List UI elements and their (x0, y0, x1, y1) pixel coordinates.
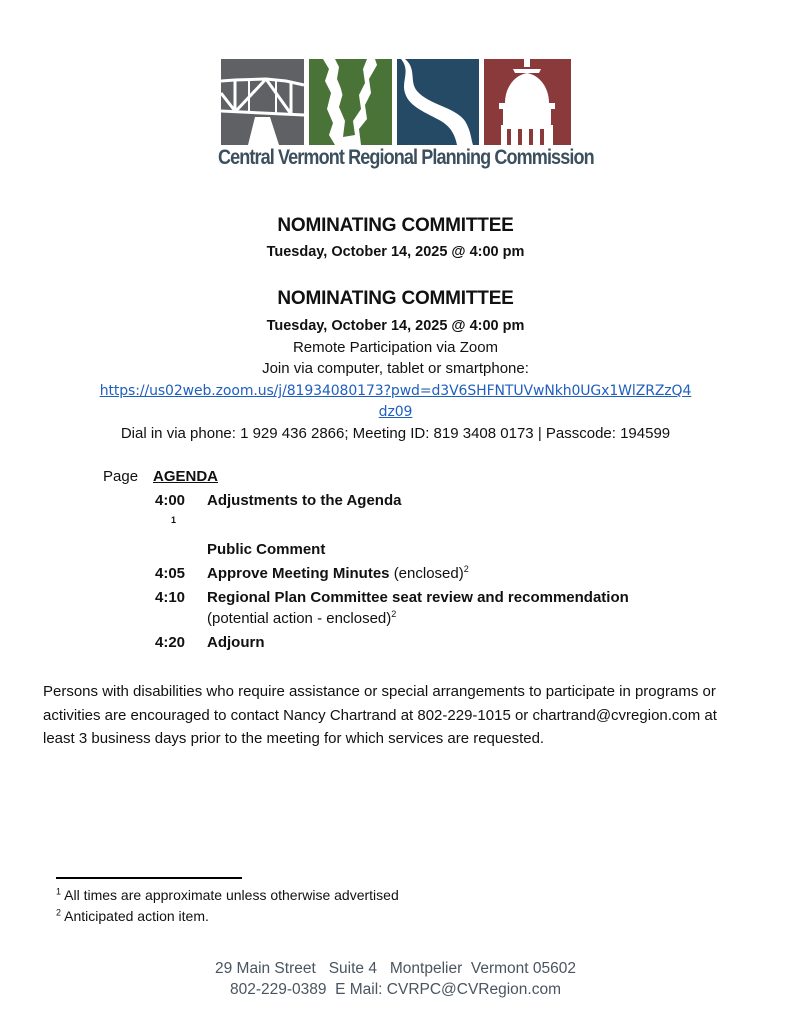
footnote-number: 2 (56, 907, 62, 918)
footer-address: 29 Main Street Suite 4 Montpelier Vermont 05602 (214, 960, 576, 977)
capitol-dome-icon (484, 59, 571, 145)
agenda-item-title: Adjourn (207, 634, 265, 651)
meeting-date-repeat: Tuesday, October 14, 2025 @ 4:00 pm (266, 318, 525, 334)
footnote-divider (56, 877, 242, 879)
agenda-time: 4:10 (155, 589, 186, 606)
agenda-time: 4:20 (155, 634, 186, 651)
cvrpc-logo (221, 59, 571, 145)
agenda-item-title: Approve Meeting Minutes (207, 565, 390, 582)
bridge-icon (221, 59, 304, 145)
dial-in-info: Dial in via phone: 1 929 436 2866; Meeting ID: 819 3408 0173 | Passcode: 194599 (120, 425, 671, 442)
river-icon (397, 59, 479, 145)
agenda-heading: AGENDA (153, 468, 219, 485)
accessibility-notice: Persons with disabilities who require assistance or special arrangements to participate in programs or activities are encouraged to contact Nancy Chartrand at 802-229-1015 or chartrand@cvregion.com at least 3 business days prior to the meeting for which services are requested. (43, 683, 717, 747)
agenda-time: 4:05 (155, 565, 186, 582)
zoom-link-line-1[interactable] (0, 382, 791, 399)
meeting-title: NOMINATING COMMITTEE (277, 215, 514, 236)
footnote-text: Anticipated action item. (64, 908, 209, 924)
agenda-item-note: (enclosed) (393, 565, 464, 582)
agenda-item-title: Public Comment (207, 541, 326, 558)
agenda-item-title: Adjustments to the Agenda (207, 492, 402, 509)
agenda-item-note: (potential action - enclosed) (207, 610, 392, 627)
footnote-text: All times are approximate unless otherwise advertised (64, 887, 399, 903)
footnote (56, 887, 399, 903)
meeting-date: Tuesday, October 14, 2025 @ 4:00 pm (266, 244, 525, 260)
zoom-link-line-2[interactable] (0, 403, 791, 420)
remote-participation: Remote Participation via Zoom (292, 339, 499, 356)
meeting-title-repeat: NOMINATING COMMITTEE (277, 288, 514, 309)
page-column-label: Page (103, 468, 139, 485)
organization-name: Central Vermont Regional Planning Commission (218, 146, 594, 169)
vermont-map-icon (309, 59, 392, 145)
footer-contact: 802-229-0389 E Mail: CVRPC@CVRegion.com (229, 981, 562, 998)
agenda-item-title: Regional Plan Committee seat review and recommendation (207, 589, 629, 606)
footnote (56, 908, 209, 924)
agenda-page-number: 1 (171, 515, 177, 525)
footnote-ref: 2 (391, 609, 397, 619)
agenda-time: 4:00 (155, 492, 186, 509)
footnote-number: 1 (56, 886, 62, 897)
join-instructions: Join via computer, tablet or smartphone: (262, 360, 529, 377)
zoom-link-continued[interactable]: dz09 (378, 404, 413, 420)
zoom-link[interactable]: https://us02web.zoom.us/j/81934080173?pwd=d3V6SHFNTUVwNkh0UGx1WlZRZzQ4 (99, 383, 692, 399)
footnote-ref: 2 (463, 564, 469, 574)
